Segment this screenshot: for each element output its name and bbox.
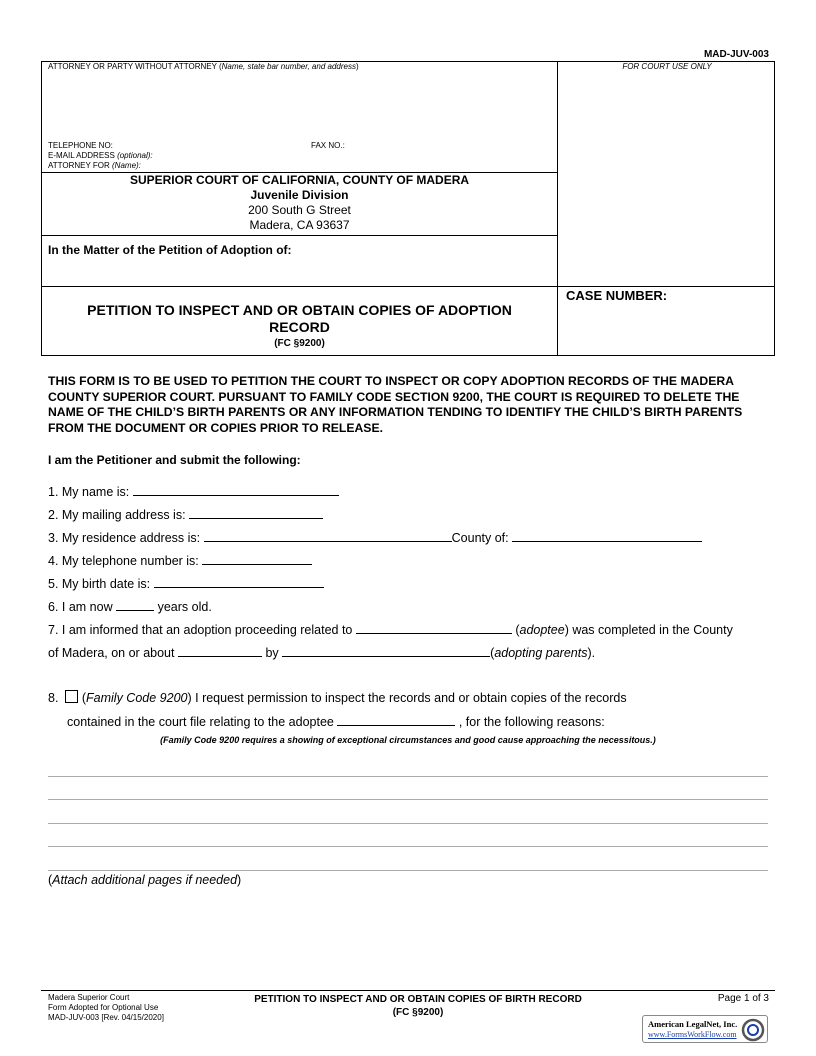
title-text: PETITION TO INSPECT AND OR OBTAIN COPIES OF ADOPTION RECORD xyxy=(87,302,512,335)
reason-line[interactable] xyxy=(48,823,768,824)
mailing-address-field[interactable] xyxy=(189,506,323,519)
reason-line[interactable] xyxy=(48,870,768,871)
item-8-cont: contained in the court file relating to the adoptee , for the following reasons: xyxy=(67,715,605,729)
street: 200 South G Street xyxy=(248,203,351,217)
item-3: 3. My residence address is: County of: xyxy=(48,529,702,545)
name-field[interactable] xyxy=(133,483,339,496)
adoptee-name-field[interactable] xyxy=(337,713,455,726)
residence-address-field[interactable] xyxy=(204,529,452,542)
adoption-date-field[interactable] xyxy=(178,644,262,657)
age-field[interactable] xyxy=(116,598,154,611)
county-field[interactable] xyxy=(512,529,702,542)
petitioner-heading: I am the Petitioner and submit the following: xyxy=(48,453,301,467)
intro-text: THIS FORM IS TO BE USED TO PETITION THE COURT TO INSPECT OR COPY ADOPTION RECORDS OF THE MADERA COUNTY SUPERIOR COURT. PURSUANT TO FAMILY CODE SECTION 9200, THE COURT IS REQUIRED TO DELETE THE NAME OF THE CHILD’S BIRTH PARENTS OR ANY INFORMATION TENDING TO IDENTIFY THE CHILD’S BIRTH PARENTS FROM THE DOCUMENT OR COPIES PRIOR TO RELEASE. xyxy=(48,374,743,435)
legalnet-logo[interactable]: American LegalNet, Inc. www.FormsWorkFlow.com xyxy=(642,1015,768,1043)
title-code: (FC §9200) xyxy=(274,338,325,349)
reason-line[interactable] xyxy=(48,799,768,800)
form-title xyxy=(42,302,557,349)
form-id: MAD-JUV-003 xyxy=(703,49,769,60)
caption-rule xyxy=(41,235,557,236)
reason-line[interactable] xyxy=(48,846,768,847)
fax-label[interactable]: FAX NO.: xyxy=(311,141,345,150)
adoptee-field[interactable] xyxy=(356,621,512,634)
item-1: 1. My name is: xyxy=(48,483,339,499)
telephone-label[interactable]: TELEPHONE NO: xyxy=(48,141,113,150)
logo-swirl-icon xyxy=(741,1018,765,1042)
item-2: 2. My mailing address is: xyxy=(48,506,323,522)
caption-rule xyxy=(41,286,775,287)
attorney-for-label[interactable]: ATTORNEY FOR (Name): xyxy=(48,161,141,170)
footer-rule xyxy=(41,990,775,991)
court-name: SUPERIOR COURT OF CALIFORNIA, COUNTY OF MADERA xyxy=(129,173,470,187)
item-6: 6. I am now years old. xyxy=(48,600,212,614)
caption-divider xyxy=(557,61,558,356)
court-use-label: FOR COURT USE ONLY xyxy=(622,62,712,71)
footer-left: Madera Superior Court Form Adopted for Optional Use MAD-JUV-003 [Rev. 04/15/2020] xyxy=(48,993,164,1022)
birth-date-field[interactable] xyxy=(154,575,324,588)
telephone-field[interactable] xyxy=(202,552,312,565)
attach-note: (Attach additional pages if needed) xyxy=(48,873,242,887)
division: Juvenile Division xyxy=(250,188,349,202)
court-address xyxy=(42,173,557,233)
item-7-cont: of Madera, on or about by (adopting parents). xyxy=(48,646,596,660)
matter-label: In the Matter of the Petition of Adoption of: xyxy=(48,243,292,257)
attorney-label: ATTORNEY OR PARTY WITHOUT ATTORNEY (Name, state bar number, and address) xyxy=(48,62,359,71)
item-4: 4. My telephone number is: xyxy=(48,552,312,568)
item-7: 7. I am informed that an adoption proceeding related to (adoptee) was completed in the County xyxy=(48,623,733,637)
family-code-checkbox[interactable] xyxy=(65,690,78,703)
item-8: 8. (Family Code 9200) I request permission to inspect the records and or obtain copies of the records xyxy=(48,691,627,705)
item-5: 5. My birth date is: xyxy=(48,575,324,591)
reason-line[interactable] xyxy=(48,776,768,777)
case-number-label[interactable]: CASE NUMBER: xyxy=(566,288,668,303)
email-label[interactable]: E-MAIL ADDRESS (optional): xyxy=(48,151,153,160)
page-number: Page 1 of 3 xyxy=(717,993,769,1004)
note-text: (Family Code 9200 requires a showing of exceptional circumstances and good cause approaching the necessitous.) xyxy=(160,735,656,745)
city: Madera, CA 93637 xyxy=(249,218,350,232)
footer-title: PETITION TO INSPECT AND OR OBTAIN COPIES OF BIRTH RECORD (FC §9200) xyxy=(254,994,582,1018)
adopting-parents-field[interactable] xyxy=(282,644,490,657)
